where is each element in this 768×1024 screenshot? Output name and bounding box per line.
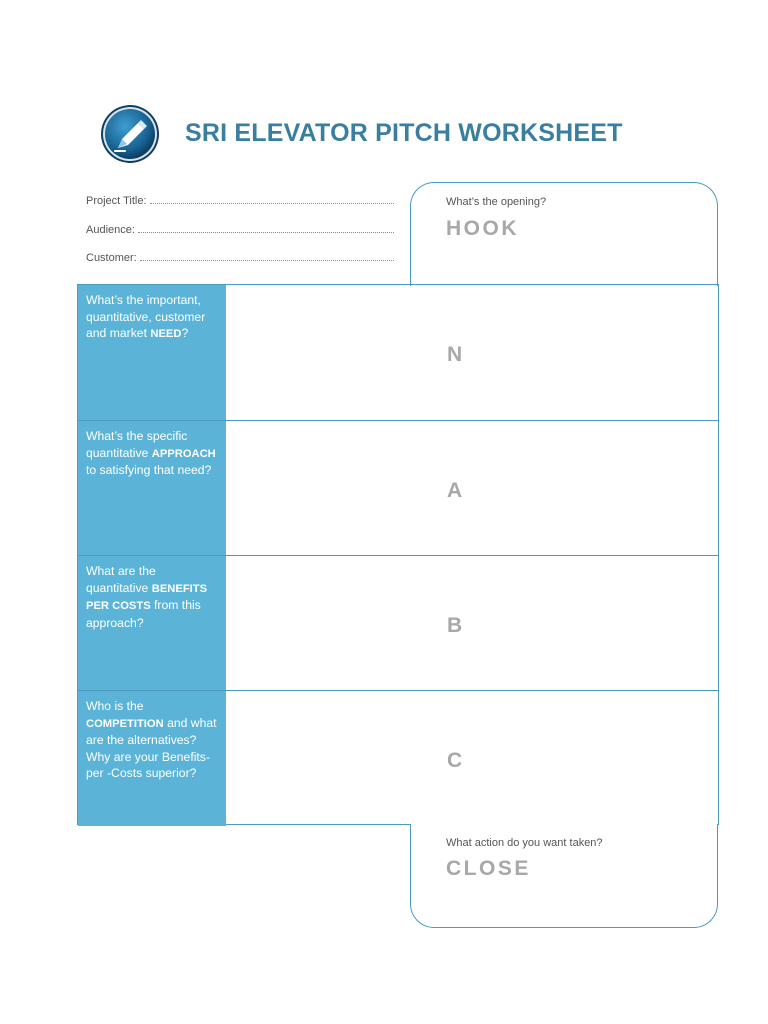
pitch-grid	[77, 284, 719, 825]
audience-field[interactable]	[86, 223, 394, 252]
approach-row	[78, 420, 718, 556]
close-label: CLOSE	[446, 857, 531, 880]
benefits-prompt-end: from this approach?	[86, 598, 201, 630]
hook-label: HOOK	[446, 217, 519, 240]
benefits-prompt	[78, 556, 226, 691]
need-prompt	[78, 285, 226, 420]
need-prompt-end: ?	[181, 326, 189, 340]
project-title-label: Project Title:	[86, 195, 147, 207]
approach-prompt-end: to satisfying that need?	[86, 463, 212, 477]
competition-keyword: COMPETITION	[86, 717, 164, 730]
need-letter: N	[447, 343, 463, 366]
hook-card[interactable]	[410, 182, 718, 286]
competition-prompt-text: Who is the	[86, 699, 144, 713]
competition-prompt	[78, 691, 226, 826]
approach-keyword: APPROACH	[151, 447, 216, 460]
customer-label: Customer:	[86, 252, 137, 264]
need-keyword: NEED	[150, 328, 182, 340]
approach-prompt-text: What’s the specific quantitative	[86, 429, 188, 460]
hook-question: What’s the opening?	[446, 196, 547, 208]
audience-label: Audience:	[86, 223, 135, 236]
benefits-row	[78, 555, 718, 691]
pen-icon	[100, 104, 160, 164]
close-card[interactable]	[410, 824, 718, 928]
customer-field[interactable]	[86, 251, 394, 280]
benefits-keyword: BENEFITS PER COSTS	[86, 582, 208, 612]
close-question: What action do you want taken?	[446, 837, 603, 849]
need-prompt-text: What’s the important, quantitative, customer and market	[86, 293, 206, 340]
page-title: SRI ELEVATOR PITCH WORKSHEET	[185, 119, 623, 147]
project-title-field[interactable]	[86, 194, 394, 223]
approach-prompt	[78, 421, 226, 556]
competition-row	[78, 690, 718, 826]
audience-line[interactable]	[138, 223, 394, 233]
competition-letter: C	[447, 749, 463, 772]
info-fields	[86, 194, 394, 280]
project-title-line[interactable]	[150, 194, 394, 204]
customer-line[interactable]	[140, 251, 394, 261]
benefits-letter: B	[447, 614, 463, 637]
benefits-prompt-text: What are the quantitative	[86, 564, 156, 595]
need-row	[78, 285, 718, 420]
approach-letter: A	[447, 479, 463, 502]
competition-prompt-end: and what are the alternatives? Why are your Benefits-per -Costs superior?	[86, 715, 217, 780]
